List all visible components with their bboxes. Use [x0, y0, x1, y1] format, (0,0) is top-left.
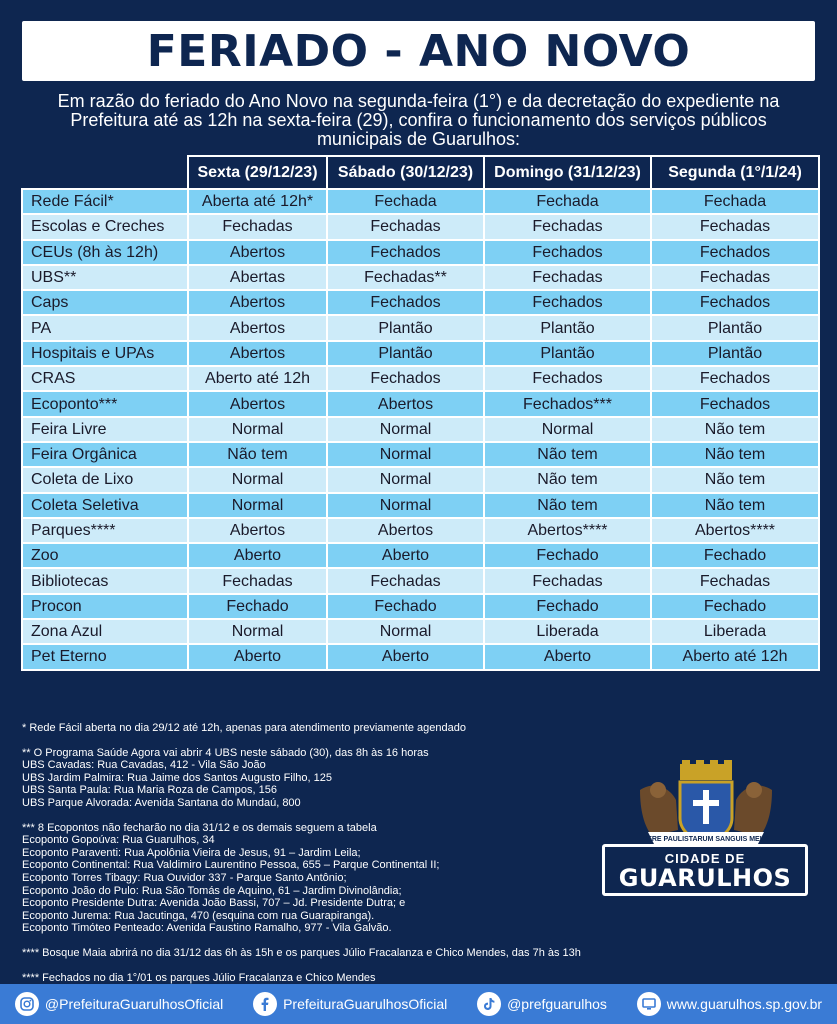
table-row: [22, 493, 819, 518]
status-cell: Aberto: [188, 644, 327, 669]
status-cell: Normal: [327, 493, 484, 518]
note-parques-31: **** Bosque Maia abrirá no dia 31/12 das 6h às 15h e os parques Júlio Fracalanza e Chico Mendes, das 7h às 13h: [22, 946, 581, 959]
status-cell: Fechado: [484, 543, 651, 568]
service-name-cell: Feira Livre: [22, 417, 188, 442]
status-cell: Fechados: [651, 366, 819, 391]
logo-motto: VERE PAULISTARUM SANGUIS MEUS: [642, 836, 770, 843]
service-name-cell: Hospitais e UPAs: [22, 341, 188, 366]
table-row: [22, 543, 819, 568]
status-cell: Abertos: [188, 341, 327, 366]
status-cell: Não tem: [484, 442, 651, 467]
status-cell: Fechados: [327, 290, 484, 315]
service-name-cell: Escolas e Creches: [22, 214, 188, 239]
status-cell: Abertos: [188, 290, 327, 315]
table-row: [22, 189, 819, 214]
table-row: [22, 568, 819, 593]
status-cell: Fechadas: [327, 568, 484, 593]
note-ubs: [22, 747, 597, 810]
status-cell: Normal: [484, 417, 651, 442]
note-line: Ecoponto Presidente Dutra: Avenida João Bassi, 707 – Jd. Presidente Dutra; e: [22, 897, 406, 910]
table-row: [22, 442, 819, 467]
table-row: [22, 467, 819, 492]
status-cell: Liberada: [651, 619, 819, 644]
status-cell: Normal: [188, 417, 327, 442]
status-cell: Aberto até 12h: [651, 644, 819, 669]
status-cell: Fechado: [651, 543, 819, 568]
status-cell: Abertos: [188, 518, 327, 543]
status-cell: Normal: [188, 619, 327, 644]
header-corner: [22, 156, 188, 189]
table-row: [22, 366, 819, 391]
service-name-cell: Feira Orgânica: [22, 442, 188, 467]
table-row: [22, 594, 819, 619]
service-name-cell: Pet Eterno: [22, 644, 188, 669]
status-cell: Plantão: [651, 315, 819, 340]
status-cell: Plantão: [327, 341, 484, 366]
note-line: Ecoponto Gopoúva: Rua Guarulhos, 34: [22, 834, 215, 847]
status-cell: Fechadas**: [327, 265, 484, 290]
social-footer: [0, 984, 837, 1024]
note-parques-01: **** Fechados no dia 1°/01 os parques Júlio Fracalanza e Chico Mendes: [22, 971, 376, 984]
status-cell: Normal: [327, 442, 484, 467]
note-line: Ecoponto Timóteo Penteado: Avenida Faustino Ramalho, 977 - Vila Galvão.: [22, 922, 392, 935]
status-cell: Aberto: [327, 644, 484, 669]
service-name-cell: Coleta Seletiva: [22, 493, 188, 518]
status-cell: Fechados: [484, 366, 651, 391]
status-cell: Plantão: [651, 341, 819, 366]
logo-line1: CIDADE DE: [664, 851, 746, 866]
status-cell: Liberada: [484, 619, 651, 644]
header-sunday: Domingo (31/12/23): [484, 156, 651, 189]
status-cell: Abertas: [188, 265, 327, 290]
status-cell: Fechados: [484, 240, 651, 265]
instagram-icon: [15, 992, 39, 1016]
footer-tiktok[interactable]: [477, 992, 607, 1016]
status-cell: Fechados: [651, 240, 819, 265]
status-cell: Fechado: [327, 594, 484, 619]
status-cell: Abertos: [188, 240, 327, 265]
status-cell: Não tem: [188, 442, 327, 467]
status-cell: Aberta até 12h*: [188, 189, 327, 214]
footer-instagram-label: @PrefeituraGuarulhosOficial: [44, 996, 224, 1012]
header-friday: Sexta (29/12/23): [188, 156, 327, 189]
status-cell: Fechados: [651, 391, 819, 416]
status-cell: Aberto: [188, 543, 327, 568]
note-line: Ecoponto Continental: Rua Valdimiro Laurentino Pessoa, 655 – Parque Continental II;: [22, 859, 440, 872]
status-cell: Normal: [188, 467, 327, 492]
status-cell: Fechados***: [484, 391, 651, 416]
table-row: [22, 290, 819, 315]
note-rede-facil: * Rede Fácil aberta no dia 29/12 até 12h, apenas para atendimento previamente agendado: [22, 722, 466, 734]
table-row: [22, 644, 819, 669]
status-cell: Fechados: [327, 366, 484, 391]
service-name-cell: Caps: [22, 290, 188, 315]
note-line: Ecoponto Paraventi: Rua Apolônia Vieira de Jesus, 91 – Jardim Leila;: [22, 846, 361, 859]
table-row: [22, 240, 819, 265]
status-cell: Aberto: [327, 543, 484, 568]
status-cell: Abertos: [188, 315, 327, 340]
note-line: UBS Parque Alvorada: Avenida Santana do Mundaú, 800: [22, 796, 301, 809]
footer-facebook-label: PrefeituraGuarulhosOficial: [283, 996, 448, 1012]
status-cell: Não tem: [651, 493, 819, 518]
status-cell: Não tem: [484, 493, 651, 518]
note-line: ** O Programa Saúde Agora vai abrir 4 UBS neste sábado (30), das 8h às 16 horas: [22, 746, 429, 759]
footer-website[interactable]: [637, 992, 822, 1016]
footer-website-label: www.guarulhos.sp.gov.br: [666, 996, 823, 1012]
status-cell: Fechadas: [651, 568, 819, 593]
note-line: Ecoponto Torres Tibagy: Rua Ouvidor 337 - Parque Santo Antônio;: [22, 871, 347, 884]
service-name-cell: Procon: [22, 594, 188, 619]
status-cell: Fechadas: [327, 214, 484, 239]
status-cell: Plantão: [327, 315, 484, 340]
table-row: [22, 619, 819, 644]
status-cell: Fechadas: [188, 214, 327, 239]
schedule-table: [21, 155, 820, 671]
table-row: [22, 315, 819, 340]
service-name-cell: Zoo: [22, 543, 188, 568]
status-cell: Não tem: [484, 467, 651, 492]
service-name-cell: Ecoponto***: [22, 391, 188, 416]
table-row: [22, 341, 819, 366]
note-ecoponto: [22, 822, 597, 935]
service-name-cell: CRAS: [22, 366, 188, 391]
status-cell: Fechadas: [484, 568, 651, 593]
status-cell: Fechada: [651, 189, 819, 214]
tiktok-icon: [477, 992, 501, 1016]
status-cell: Fechado: [651, 594, 819, 619]
service-name-cell: Zona Azul: [22, 619, 188, 644]
status-cell: Fechadas: [484, 214, 651, 239]
note-line: UBS Jardim Palmira: Rua Jaime dos Santos Augusto Filho, 125: [22, 771, 332, 784]
status-cell: Normal: [327, 619, 484, 644]
status-cell: Plantão: [484, 341, 651, 366]
page-title: FERIADO - ANO NOVO: [146, 25, 691, 77]
header-saturday: Sábado (30/12/23): [327, 156, 484, 189]
service-name-cell: CEUs (8h às 12h): [22, 240, 188, 265]
note-line: Ecoponto Jurema: Rua Jacutinga, 470 (esquina com rua Guarapiranga).: [22, 909, 375, 922]
logo-wordmark: [602, 844, 808, 896]
status-cell: Abertos****: [651, 518, 819, 543]
guarulhos-logo: [600, 760, 812, 900]
header-monday: Segunda (1°/1/24): [651, 156, 819, 189]
service-name-cell: PA: [22, 315, 188, 340]
status-cell: Fechados: [327, 240, 484, 265]
monitor-icon: [637, 992, 661, 1016]
service-name-cell: Coleta de Lixo: [22, 467, 188, 492]
footer-facebook[interactable]: [253, 992, 447, 1016]
service-name-cell: Bibliotecas: [22, 568, 188, 593]
footer-tiktok-label: @prefguarulhos: [507, 996, 607, 1012]
status-cell: Fechadas: [651, 214, 819, 239]
status-cell: Fechados: [484, 290, 651, 315]
status-cell: Fechado: [188, 594, 327, 619]
status-cell: Abertos: [188, 391, 327, 416]
service-name-cell: UBS**: [22, 265, 188, 290]
status-cell: Fechadas: [651, 265, 819, 290]
table-row: [22, 391, 819, 416]
status-cell: Não tem: [651, 417, 819, 442]
table-row: [22, 417, 819, 442]
status-cell: Fechadas: [188, 568, 327, 593]
table-header-row: [22, 156, 819, 189]
status-cell: Abertos****: [484, 518, 651, 543]
service-name-cell: Parques****: [22, 518, 188, 543]
status-cell: Abertos: [327, 518, 484, 543]
table-row: [22, 265, 819, 290]
note-line: Ecoponto João do Pulo: Rua São Tomás de Aquino, 61 – Jardim Divinolândia;: [22, 884, 402, 897]
intro-text: Em razão do feriado do Ano Novo na segunda-feira (1°) e da decretação do expediente na Prefeitura até as 12h na sexta-feira (29), confira o funcionamento dos serviços públicos municipais de Guarulhos:: [57, 91, 780, 149]
note-line: *** 8 Ecopontos não fecharão no dia 31/12 e os demais seguem a tabela: [22, 821, 377, 834]
status-cell: Não tem: [651, 442, 819, 467]
title-band: [22, 21, 815, 81]
logo-line2: GUARULHOS: [618, 864, 792, 892]
status-cell: Plantão: [484, 315, 651, 340]
status-cell: Fechada: [484, 189, 651, 214]
status-cell: Fechados: [651, 290, 819, 315]
facebook-icon: [253, 992, 277, 1016]
table-row: [22, 214, 819, 239]
coat-of-arms-icon: [600, 760, 812, 850]
status-cell: Normal: [188, 493, 327, 518]
note-line: UBS Santa Paula: Rua Maria Roza de Campos, 156: [22, 784, 277, 797]
status-cell: Fechadas: [484, 265, 651, 290]
status-cell: Normal: [327, 417, 484, 442]
status-cell: Não tem: [651, 467, 819, 492]
footnotes: [22, 722, 597, 996]
footer-instagram[interactable]: [15, 992, 223, 1016]
status-cell: Abertos: [327, 391, 484, 416]
status-cell: Aberto: [484, 644, 651, 669]
note-line: UBS Cavadas: Rua Cavadas, 412 - Vila São João: [22, 759, 266, 772]
status-cell: Normal: [327, 467, 484, 492]
status-cell: Fechada: [327, 189, 484, 214]
table-row: [22, 518, 819, 543]
status-cell: Aberto até 12h: [188, 366, 327, 391]
service-name-cell: Rede Fácil*: [22, 189, 188, 214]
status-cell: Fechado: [484, 594, 651, 619]
